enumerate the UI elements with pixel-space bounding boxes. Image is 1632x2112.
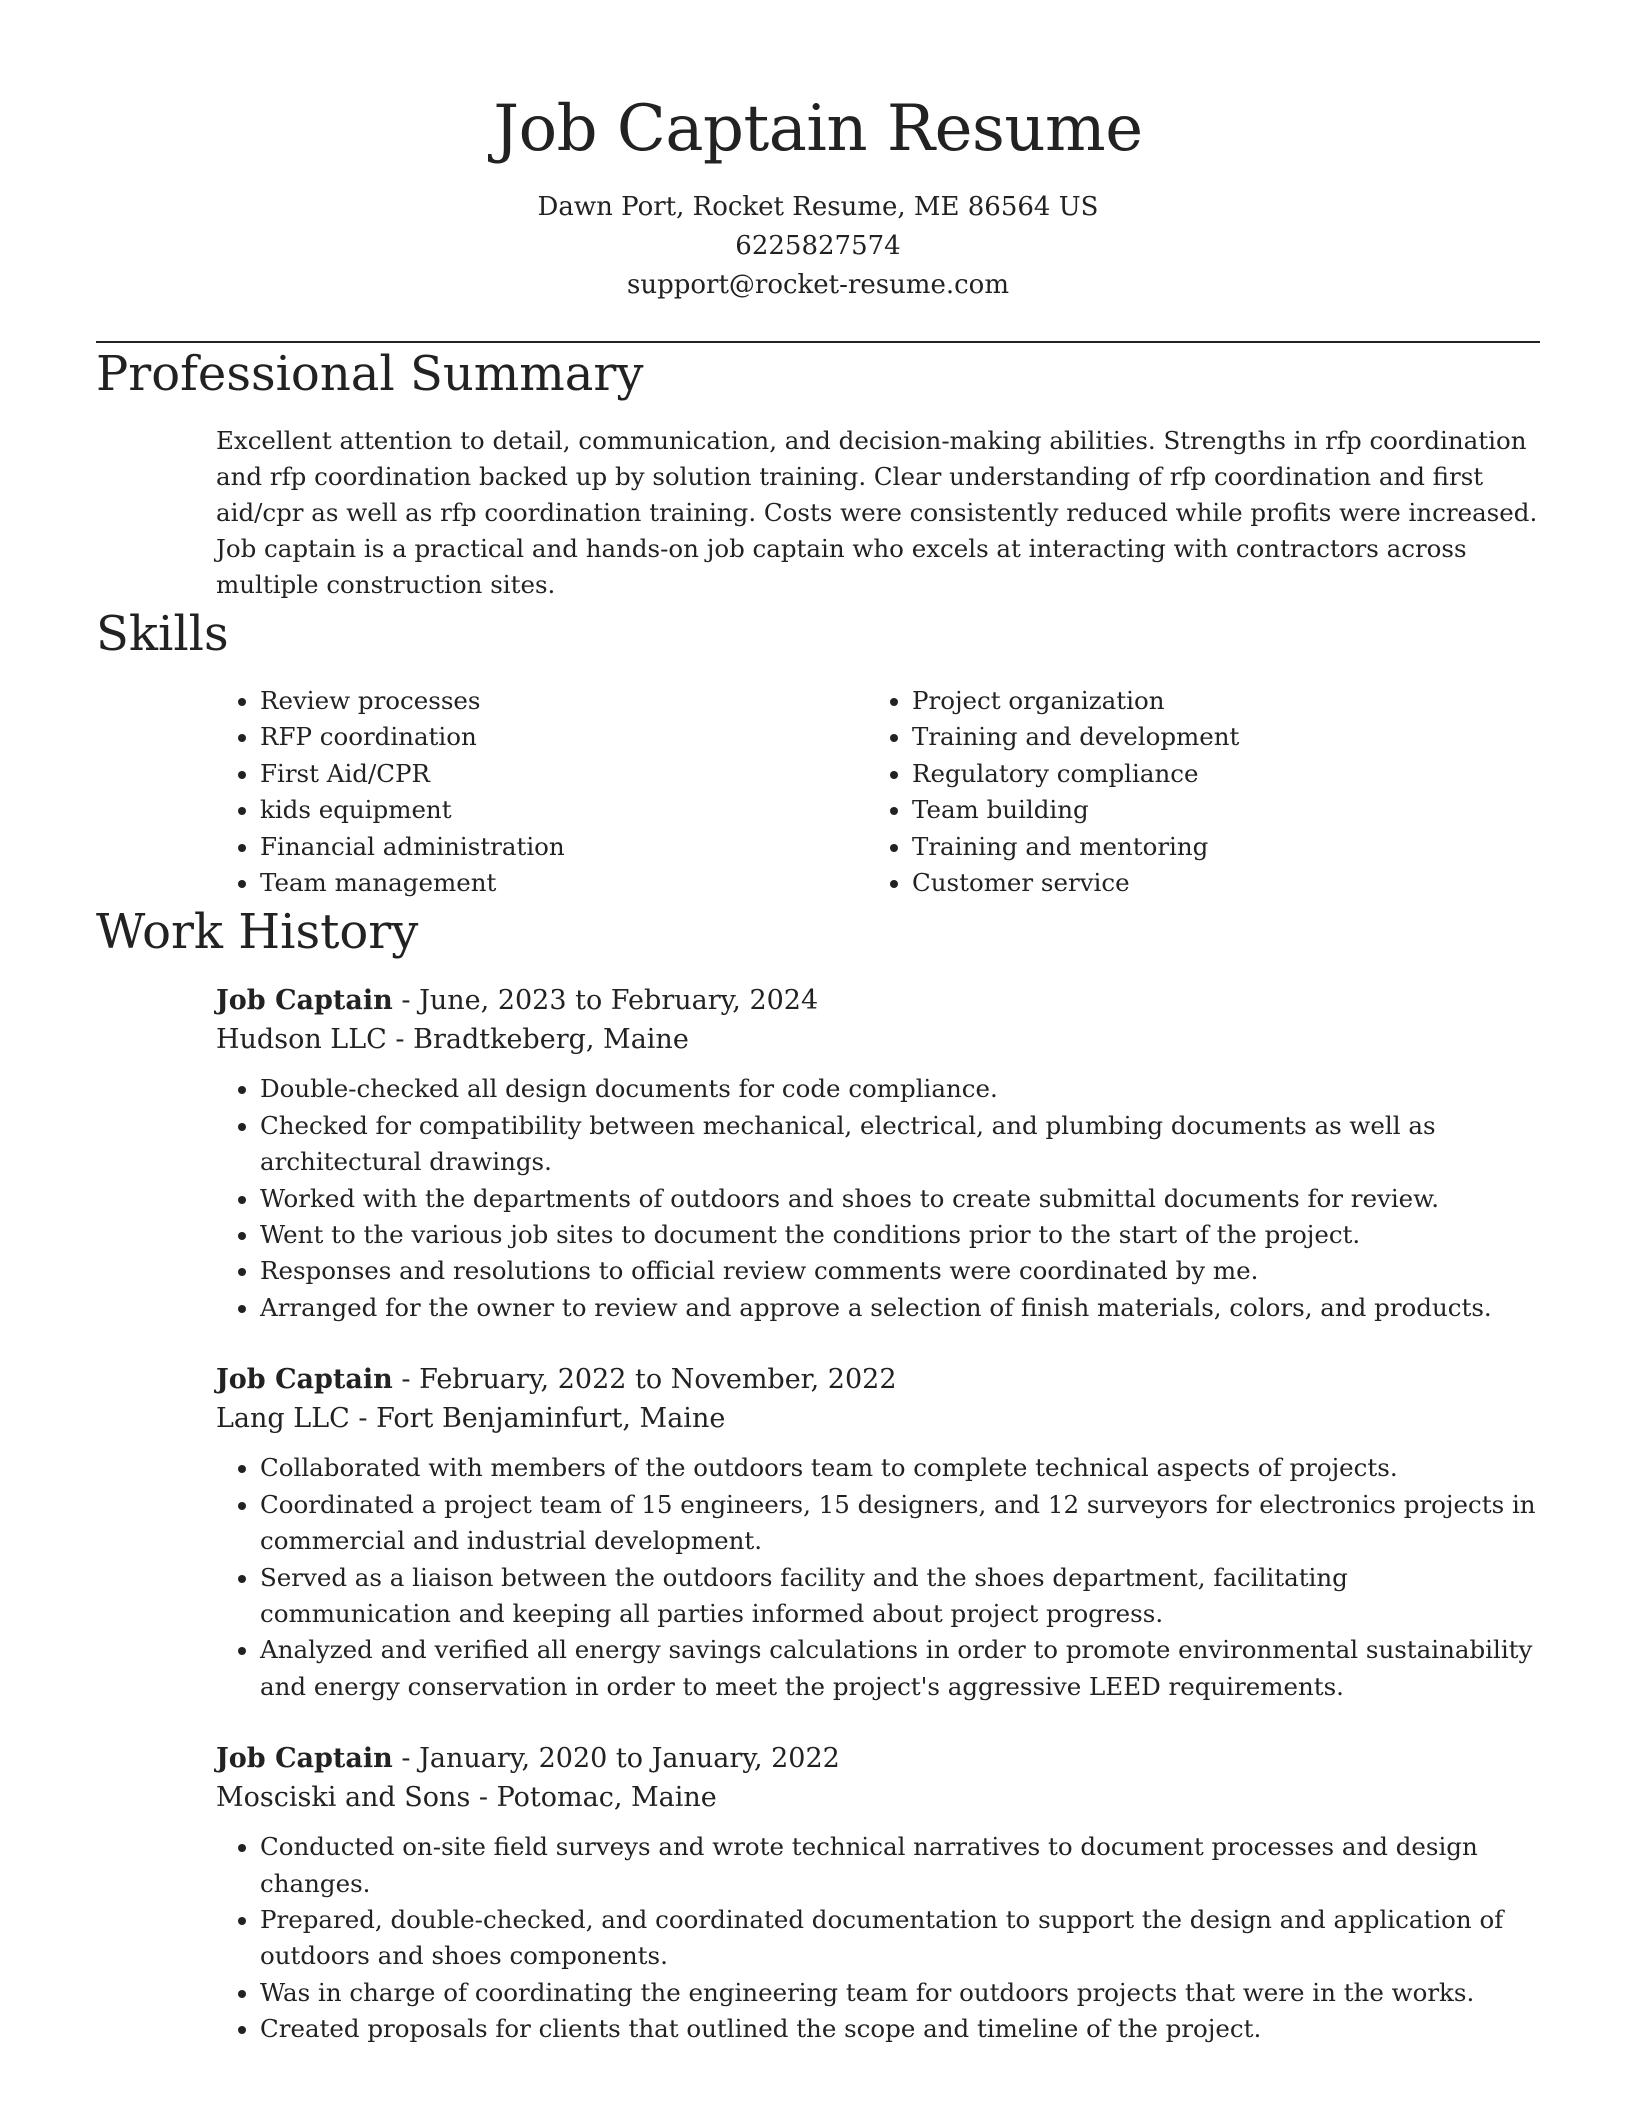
list-item: • Double-checked all design documents for code compliance.	[260, 1071, 1540, 1107]
contact-email: support@rocket-resume.com	[626, 270, 1009, 300]
job-bullets	[216, 1071, 1540, 1326]
skill-item: • First Aid/CPR	[260, 756, 868, 792]
work-history-heading: Work History	[96, 904, 419, 961]
job-location: - Potomac, Maine	[470, 1782, 717, 1814]
list-item: • Analyzed and verified all energy savings calculations in order to promote environmental sustainability and energy conservation in order to meet the project's aggressive LEED requirements.	[260, 1632, 1540, 1705]
job-company-line	[216, 1778, 1540, 1817]
skill-item: • Team management	[260, 865, 868, 901]
skill-item: • Financial administration	[260, 829, 868, 865]
skills-heading: Skills	[96, 606, 229, 662]
summary-heading: Professional Summary	[96, 346, 644, 402]
job-location: - Bradtkeberg, Maine	[386, 1024, 689, 1056]
job-bullets	[216, 1829, 1540, 2047]
job-company-line	[216, 1399, 1540, 1438]
list-item: • Created proposals for clients that outlined the scope and timeline of the project.	[260, 2011, 1540, 2047]
list-item: • Checked for compatibility between mechanical, electrical, and plumbing documents as well as architectural drawings.	[260, 1108, 1540, 1181]
job-company: Hudson LLC	[216, 1024, 387, 1056]
job-role: Job Captain	[216, 1743, 393, 1775]
skill-item: • Project organization	[912, 683, 1520, 719]
job-title-line	[216, 1739, 1540, 1778]
job-bullets	[216, 1450, 1540, 1705]
job-dates: - January, 2020 to January, 2022	[392, 1743, 840, 1775]
skill-item: • Regulatory compliance	[912, 756, 1520, 792]
skill-item: • RFP coordination	[260, 719, 868, 755]
list-item: • Prepared, double-checked, and coordinated documentation to support the design and application of outdoors and shoes components.	[260, 1902, 1540, 1975]
list-item: • Conducted on-site field surveys and wrote technical narratives to document processes and design changes.	[260, 1829, 1540, 1902]
job-location: - Fort Benjaminfurt, Maine	[349, 1403, 726, 1435]
job-role: Job Captain	[216, 1364, 393, 1396]
skill-item: • Training and mentoring	[912, 829, 1520, 865]
skill-item: • Review processes	[260, 683, 868, 719]
skills-list	[216, 683, 1540, 901]
list-item: • Went to the various job sites to document the conditions prior to the start of the project.	[260, 1217, 1540, 1253]
skill-item: • Training and development	[912, 719, 1520, 755]
job-dates: - June, 2023 to February, 2024	[392, 985, 819, 1017]
job-title-line	[216, 1360, 1540, 1399]
job-entry	[216, 1739, 1540, 2047]
skills-column-right	[868, 683, 1520, 901]
skill-item: • Customer service	[912, 865, 1520, 901]
list-item: • Responses and resolutions to official review comments were coordinated by me.	[260, 1253, 1540, 1289]
job-role: Job Captain	[216, 985, 393, 1017]
list-item: • Served as a liaison between the outdoors facility and the shoes department, facilitating communication and keeping all parties informed about project progress.	[260, 1560, 1540, 1633]
job-company: Mosciski and Sons	[216, 1782, 471, 1814]
job-entry	[216, 981, 1540, 1326]
job-title-line	[216, 981, 1540, 1020]
contact-phone: 6225827574	[735, 231, 901, 261]
list-item: • Worked with the departments of outdoors and shoes to create submittal documents for review.	[260, 1181, 1540, 1217]
skill-item: • Team building	[912, 792, 1520, 828]
summary-text: Excellent attention to detail, communication, and decision-making abilities. Strengths in rfp coordination and rfp coordination backed up by solution training. Clear understanding of rfp coordination and first aid/cpr as well as rfp coordination training. Costs were consistently reduced while profits were increased. Job captain is a practical and hands-on job captain who excels at interacting with contractors across multiple construction sites.	[216, 426, 1538, 599]
job-dates: - February, 2022 to November, 2022	[392, 1364, 897, 1396]
skill-item: • kids equipment	[260, 792, 868, 828]
job-company-line	[216, 1020, 1540, 1059]
list-item: • Arranged for the owner to review and approve a selection of finish materials, colors, and products.	[260, 1290, 1540, 1326]
resume-page	[96, 0, 1540, 2048]
resume-title: Job Captain Resume	[493, 92, 1143, 166]
list-item: • Coordinated a project team of 15 engineers, 15 designers, and 12 surveyors for electronics projects in commercial and industrial development.	[260, 1487, 1540, 1560]
list-item: • Collaborated with members of the outdoors team to complete technical aspects of projects.	[260, 1450, 1540, 1486]
contact-block	[96, 188, 1540, 305]
skills-column-left	[216, 683, 868, 901]
contact-address: Dawn Port, Rocket Resume, ME 86564 US	[537, 192, 1099, 222]
list-item: • Was in charge of coordinating the engineering team for outdoors projects that were in the works.	[260, 1975, 1540, 2011]
job-company: Lang LLC	[216, 1403, 350, 1435]
job-entry	[216, 1360, 1540, 1705]
